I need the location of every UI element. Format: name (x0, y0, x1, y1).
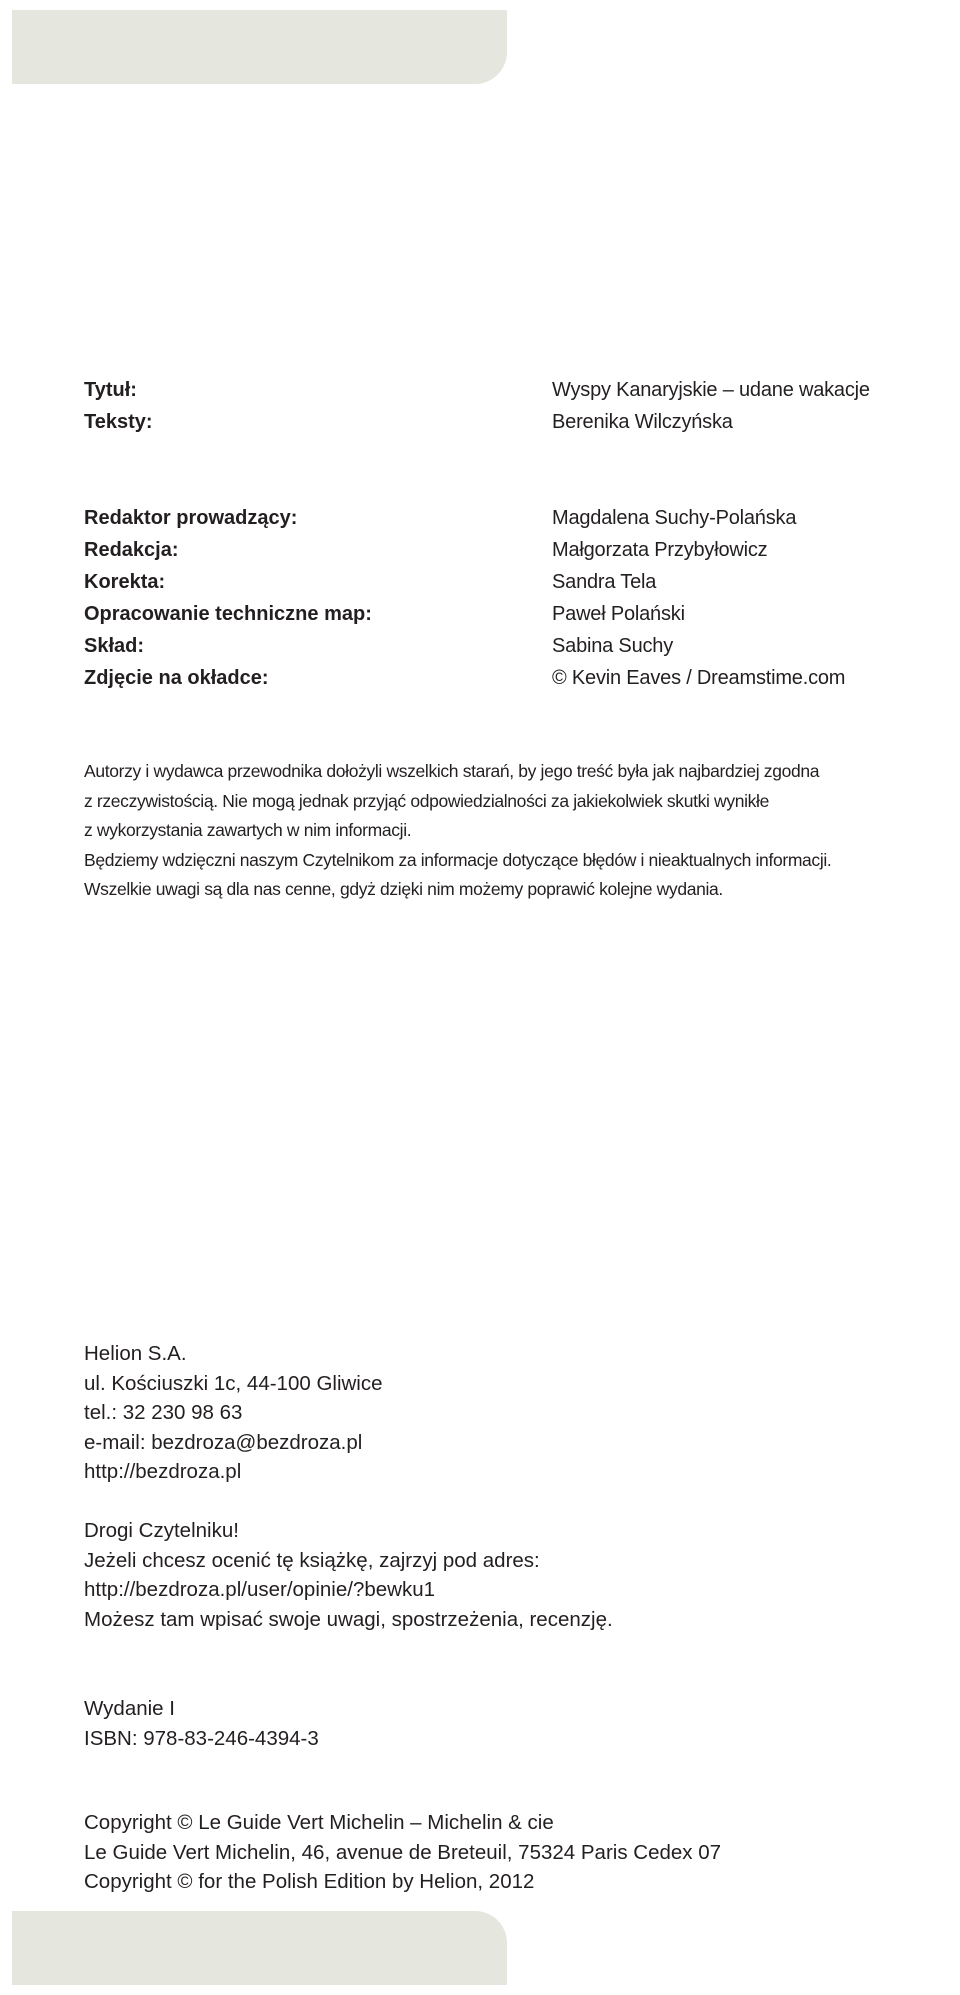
disclaimer-paragraph (84, 757, 958, 905)
credit-value: Berenika Wilczyńska (552, 411, 733, 433)
copyright-info (84, 1808, 944, 1897)
credit-row-maps (84, 598, 944, 630)
publisher-email: e-mail: bezdroza@bezdroza.pl (84, 1430, 363, 1454)
edition-info (84, 1694, 944, 1753)
reader-greeting: Drogi Czytelniku! (84, 1519, 239, 1542)
credit-value: © Kevin Eaves / Dreamstime.com (552, 667, 846, 689)
credit-label: Tytuł: (84, 379, 137, 401)
credit-value: Wyspy Kanaryjskie – udane wakacje (552, 379, 870, 401)
disclaimer-line: Autorzy i wydawca przewodnika dołożyli wszelkich starań, by jego treść była jak najbardziej zgodna (84, 761, 820, 781)
disclaimer-line: Będziemy wdzięczni naszym Czytelnikom za informacje dotyczące błędów i nieaktualnych informacji. (84, 849, 832, 870)
reader-note (84, 1516, 944, 1634)
copyright-line: Le Guide Vert Michelin, 46, avenue de Breteuil, 75324 Paris Cedex 07 (84, 1840, 722, 1864)
review-url: http://bezdroza.pl/user/opinie/?bewku1 (84, 1578, 436, 1601)
disclaimer-line: z rzeczywistością. Nie mogą jednak przyjąć odpowiedzialności za jakiekolwiek skutki wynikłe (84, 790, 769, 811)
credit-label: Opracowanie techniczne map: (84, 603, 372, 625)
reader-note-line: Możesz tam wpisać swoje uwagi, spostrzeżenia, recenzję. (84, 1607, 613, 1631)
publisher-name: Helion S.A. (84, 1342, 187, 1365)
top-decorative-band (12, 10, 507, 84)
bottom-decorative-band (12, 1911, 507, 1985)
credit-row-proofreading (84, 566, 944, 598)
credit-label: Skład: (84, 635, 145, 657)
publisher-info (84, 1339, 944, 1487)
credit-label: Zdjęcie na okładce: (84, 667, 269, 689)
credit-value: Małgorzata Przybyłowicz (552, 539, 768, 561)
credit-value: Paweł Polański (552, 603, 685, 625)
credit-value: Sabina Suchy (552, 635, 674, 657)
credit-value: Sandra Tela (552, 571, 657, 593)
publisher-phone: tel.: 32 230 98 63 (84, 1401, 243, 1424)
credit-row-texts (84, 406, 944, 438)
copyright-line: Copyright © Le Guide Vert Michelin – Michelin & cie (84, 1811, 554, 1834)
credit-label: Redakcja: (84, 539, 179, 561)
credit-row-editing (84, 534, 944, 566)
disclaimer-line: z wykorzystania zawartych w nim informacji. (84, 820, 412, 840)
credit-row-title (84, 374, 944, 406)
edition-label: Wydanie I (84, 1697, 175, 1720)
credit-value: Magdalena Suchy-Polańska (552, 507, 797, 529)
credit-label: Teksty: (84, 411, 153, 433)
publisher-address: ul. Kościuszki 1c, 44-100 Gliwice (84, 1371, 383, 1395)
reader-note-line: Jeżeli chcesz ocenić tę książkę, zajrzyj pod adres: (84, 1548, 540, 1572)
credits-staff-block (84, 502, 944, 694)
copyright-line: Copyright © for the Polish Edition by Helion, 2012 (84, 1870, 535, 1893)
disclaimer-line: Wszelkie uwagi są dla nas cenne, gdyż dzięki nim możemy poprawić kolejne wydania. (84, 879, 723, 899)
credit-label: Redaktor prowadzący: (84, 507, 298, 529)
credit-row-cover-photo (84, 662, 944, 694)
credits-title-block (84, 374, 944, 438)
credit-row-typesetting (84, 630, 944, 662)
isbn: ISBN: 978-83-246-4394-3 (84, 1726, 319, 1750)
publisher-website: http://bezdroza.pl (84, 1460, 242, 1483)
credit-label: Korekta: (84, 571, 166, 593)
credit-row-lead-editor (84, 502, 944, 534)
